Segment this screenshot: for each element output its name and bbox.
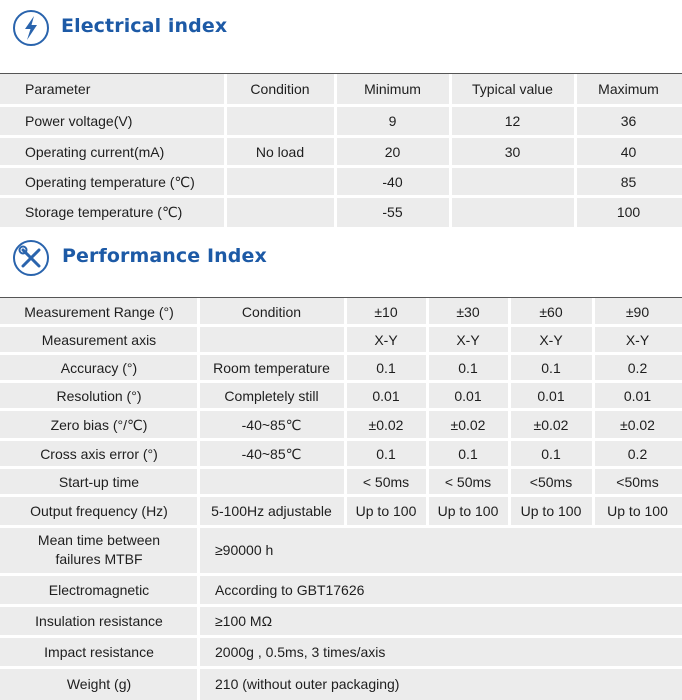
row-divider (0, 352, 682, 355)
performance-cell: X-Y (625, 332, 650, 348)
column-divider (508, 382, 511, 410)
row-divider (0, 466, 682, 469)
column-divider (592, 326, 595, 354)
performance-header-cell: ±30 (456, 304, 480, 320)
column-divider (449, 197, 452, 227)
performance-cell: 0.01 (454, 388, 482, 404)
spec-value: 210 (without outer packaging) (215, 676, 400, 692)
column-divider (197, 606, 200, 636)
performance-cell: Room temperature (213, 360, 330, 376)
spec-label: Insulation resistance (35, 613, 163, 629)
performance-header-cell: ±90 (625, 304, 650, 320)
electrical-cell: -40 (382, 174, 403, 190)
electrical-cell: 12 (504, 113, 521, 129)
performance-cell: 0.1 (541, 446, 561, 462)
column-divider (426, 298, 429, 326)
electrical-cell: No load (255, 144, 305, 160)
electrical-row (0, 167, 682, 197)
column-divider (574, 74, 577, 104)
row-divider (0, 104, 682, 107)
performance-cell: 0.01 (372, 388, 400, 404)
row-divider (0, 494, 682, 497)
performance-header-row (0, 298, 682, 326)
spec-label: Electromagnetic (48, 582, 150, 598)
performance-cell: X-Y (539, 332, 563, 348)
performance-cell: X-Y (374, 332, 398, 348)
spec-label: Weight (g) (66, 676, 132, 692)
performance-row (0, 326, 682, 354)
column-divider (344, 298, 347, 326)
column-divider (508, 410, 511, 440)
performance-cell: Up to 100 (520, 503, 582, 519)
column-divider (426, 354, 429, 382)
column-divider (592, 410, 595, 440)
column-divider (449, 106, 452, 136)
performance-cell: Up to 100 (607, 503, 668, 519)
column-divider (426, 440, 429, 468)
electrical-header-cell: Minimum (364, 81, 421, 97)
column-divider (197, 354, 200, 382)
electrical-header-cell: Condition (250, 81, 310, 97)
electrical-cell (450, 197, 575, 227)
electrical-cell (450, 167, 575, 197)
electrical-row (0, 106, 682, 136)
performance-header-cell: ±60 (539, 304, 563, 320)
column-divider (197, 668, 200, 700)
column-divider (574, 106, 577, 136)
wrench-screwdriver-icon (13, 240, 49, 276)
column-divider (344, 410, 347, 440)
column-divider (344, 354, 347, 382)
performance-row (0, 468, 682, 496)
performance-cell: 5-100Hz adjustable (211, 503, 332, 519)
spec-row (0, 575, 682, 605)
column-divider (334, 106, 337, 136)
row-divider (0, 438, 682, 441)
column-divider (508, 298, 511, 326)
column-divider (197, 496, 200, 526)
performance-cell: 0.1 (376, 360, 396, 376)
performance-cell: -40~85℃ (241, 416, 302, 433)
row-divider (0, 135, 682, 138)
electrical-cell: Operating current(mA) (25, 144, 165, 160)
column-divider (449, 74, 452, 104)
column-divider (574, 137, 577, 167)
column-divider (592, 298, 595, 326)
performance-header-cell: Measurement Range (°) (24, 304, 174, 320)
column-divider (574, 197, 577, 227)
column-divider (344, 496, 347, 526)
lightning-bolt-icon (13, 10, 49, 46)
performance-cell: 0.2 (627, 360, 648, 376)
performance-row (0, 410, 682, 440)
column-divider (197, 298, 200, 326)
electrical-cell: 20 (384, 144, 401, 160)
column-divider (224, 74, 227, 104)
row-divider (0, 666, 682, 669)
column-divider (508, 354, 511, 382)
column-divider (344, 326, 347, 354)
performance-header-cell: Condition (241, 304, 302, 320)
column-divider (592, 496, 595, 526)
spec-label: Mean time between failures MTBF (37, 532, 161, 567)
column-divider (197, 440, 200, 468)
column-divider (426, 382, 429, 410)
performance-header-cell: ±10 (374, 304, 398, 320)
performance-cell: X-Y (456, 332, 480, 348)
performance-cell: < 50ms (444, 474, 492, 490)
performance-cell: Start-up time (58, 474, 140, 490)
performance-cell: 0.01 (537, 388, 565, 404)
electrical-header-cell: Parameter (25, 81, 91, 97)
performance-title: Performance Index (62, 245, 267, 267)
column-divider (334, 74, 337, 104)
performance-cell: Output frequency (Hz) (30, 503, 168, 519)
column-divider (224, 167, 227, 197)
column-divider (334, 167, 337, 197)
performance-cell: 0.2 (627, 446, 648, 462)
electrical-cell: Operating temperature (℃) (25, 173, 195, 190)
column-divider (334, 197, 337, 227)
column-divider (449, 137, 452, 167)
spec-label: Impact resistance (44, 644, 154, 660)
electrical-row (0, 137, 682, 167)
performance-row (0, 496, 682, 526)
performance-cell: 0.01 (623, 388, 652, 404)
row-divider (0, 165, 682, 168)
row-divider (0, 324, 682, 327)
row-divider (0, 195, 682, 198)
spec-value: ≥100 MΩ (215, 613, 273, 629)
column-divider (592, 354, 595, 382)
electrical-cell (225, 106, 335, 136)
column-divider (449, 167, 452, 197)
row-divider (0, 573, 682, 576)
performance-cell: Cross axis error (°) (40, 446, 158, 462)
column-divider (426, 496, 429, 526)
electrical-cell: 30 (504, 144, 521, 160)
column-divider (592, 440, 595, 468)
row-divider (0, 408, 682, 411)
performance-cell: ±0.02 (368, 417, 404, 433)
spec-row (0, 637, 682, 667)
electrical-cell: -55 (382, 204, 403, 220)
spec-value: According to GBT17626 (215, 582, 365, 598)
performance-cell (198, 326, 345, 354)
performance-cell: ±0.02 (533, 417, 569, 433)
performance-cell: Accuracy (°) (60, 360, 138, 376)
column-divider (197, 637, 200, 667)
performance-cell (198, 468, 345, 496)
performance-cell: Measurement axis (41, 332, 157, 348)
row-divider (0, 604, 682, 607)
performance-cell: 0.1 (458, 446, 478, 462)
performance-cell: 0.1 (541, 360, 561, 376)
performance-cell: 0.1 (376, 446, 396, 462)
column-divider (197, 410, 200, 440)
performance-cell: Up to 100 (355, 503, 417, 519)
performance-row (0, 440, 682, 468)
column-divider (574, 167, 577, 197)
performance-cell: 0.1 (458, 360, 478, 376)
electrical-cell: Storage temperature (℃) (25, 203, 183, 220)
performance-cell: -40~85℃ (241, 445, 302, 462)
row-divider (0, 635, 682, 638)
column-divider (508, 440, 511, 468)
performance-cell: <50ms (616, 474, 659, 490)
electrical-cell: 40 (620, 144, 637, 160)
performance-row (0, 382, 682, 410)
column-divider (426, 410, 429, 440)
column-divider (426, 326, 429, 354)
column-divider (197, 326, 200, 354)
column-divider (592, 382, 595, 410)
column-divider (224, 137, 227, 167)
performance-cell: Up to 100 (437, 503, 499, 519)
column-divider (344, 382, 347, 410)
electrical-title: Electrical index (61, 15, 228, 37)
performance-cell: ±0.02 (450, 417, 486, 433)
electrical-cell: 85 (620, 174, 637, 190)
row-divider (0, 380, 682, 383)
electrical-cell: 9 (388, 113, 397, 129)
electrical-cell (225, 167, 335, 197)
performance-cell: <50ms (529, 474, 573, 490)
performance-cell: Resolution (°) (56, 388, 142, 404)
column-divider (508, 468, 511, 496)
spec-row (0, 668, 682, 700)
electrical-cell: Power voltage(V) (25, 113, 133, 129)
column-divider (344, 468, 347, 496)
column-divider (197, 575, 200, 605)
column-divider (344, 440, 347, 468)
electrical-cell (225, 197, 335, 227)
performance-cell: Completely still (224, 388, 319, 404)
column-divider (426, 468, 429, 496)
spec-value: 2000g , 0.5ms, 3 times/axis (215, 644, 386, 660)
electrical-cell: 100 (616, 204, 641, 220)
column-divider (508, 496, 511, 526)
performance-row (0, 354, 682, 382)
column-divider (224, 106, 227, 136)
electrical-row (0, 197, 682, 227)
column-divider (592, 468, 595, 496)
electrical-header-row (0, 74, 682, 104)
column-divider (197, 527, 200, 573)
column-divider (508, 326, 511, 354)
spec-row (0, 606, 682, 636)
spec-row (0, 527, 682, 573)
electrical-cell: 36 (620, 113, 637, 129)
performance-cell: Zero bias (°/℃) (50, 416, 148, 433)
performance-cell: < 50ms (362, 474, 410, 490)
column-divider (197, 468, 200, 496)
performance-cell: ±0.02 (620, 417, 655, 433)
column-divider (224, 197, 227, 227)
column-divider (197, 382, 200, 410)
spec-value: ≥90000 h (215, 542, 274, 558)
electrical-header-cell: Maximum (598, 81, 659, 97)
column-divider (334, 137, 337, 167)
row-divider (0, 525, 682, 528)
electrical-header-cell: Typical value (472, 81, 553, 97)
